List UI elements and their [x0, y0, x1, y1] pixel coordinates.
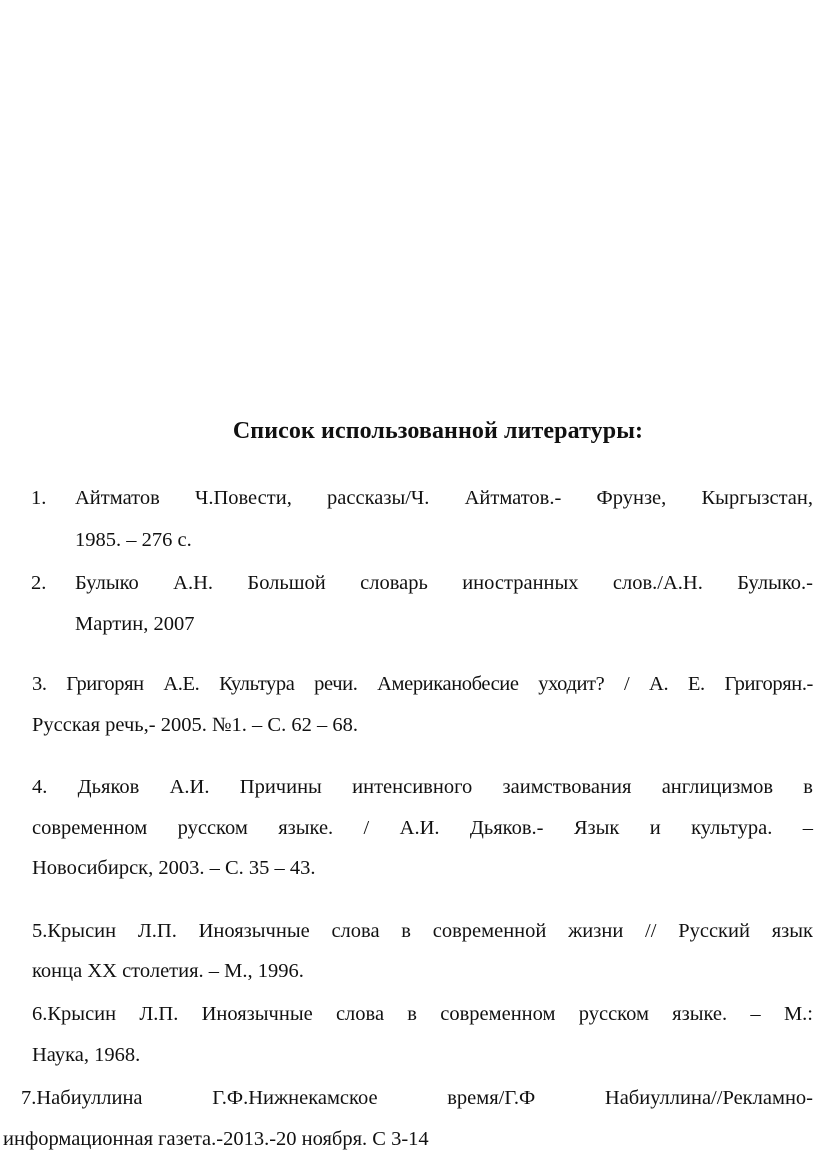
reference-2-line-1: Булыко А.Н. Большой словарь иностранных слов./А.Н. Булыко.- [75, 572, 813, 594]
reference-5-line-2: конца XX столетия. – М., 1996. [32, 960, 304, 982]
page-title: Список использованной литературы: [232, 418, 644, 444]
reference-1-number: 1. [31, 487, 47, 509]
reference-7-line-2: информационная газета.-2013.-20 ноября. С 3-14 [3, 1128, 429, 1150]
reference-4-line-2: современном русском языке. / А.И. Дьяков.- Язык и культура. – [32, 817, 813, 839]
reference-1-line-2: 1985. – 276 с. [75, 529, 192, 551]
reference-6-line-2: Наука, 1968. [32, 1044, 141, 1066]
reference-5-line-1: 5.Крысин Л.П. Иноязычные слова в современной жизни // Русский язык [32, 920, 813, 942]
reference-6-line-1: 6.Крысин Л.П. Иноязычные слова в современном русском языке. – М.: [32, 1003, 813, 1025]
reference-1-line-1: Айтматов Ч.Повести, рассказы/Ч. Айтматов.- Фрунзе, Кыргызстан, [75, 487, 813, 509]
reference-2-line-2: Мартин, 2007 [75, 613, 195, 635]
reference-4-line-3: Новосибирск, 2003. – С. 35 – 43. [32, 857, 316, 879]
reference-3-line-1: 3. Григорян А.Е. Культура речи. Американобесие уходит? / А. Е. Григорян.- [32, 673, 813, 695]
reference-4-line-1: 4. Дьяков А.И. Причины интенсивного заимствования англицизмов в [32, 776, 813, 798]
reference-2-number: 2. [31, 572, 47, 594]
reference-3-line-2: Русская речь,- 2005. №1. – С. 62 – 68. [32, 714, 358, 736]
reference-7-line-1: 7.Набиуллина Г.Ф.Нижнекамское время/Г.Ф Набиуллина//Рекламно- [21, 1087, 813, 1109]
